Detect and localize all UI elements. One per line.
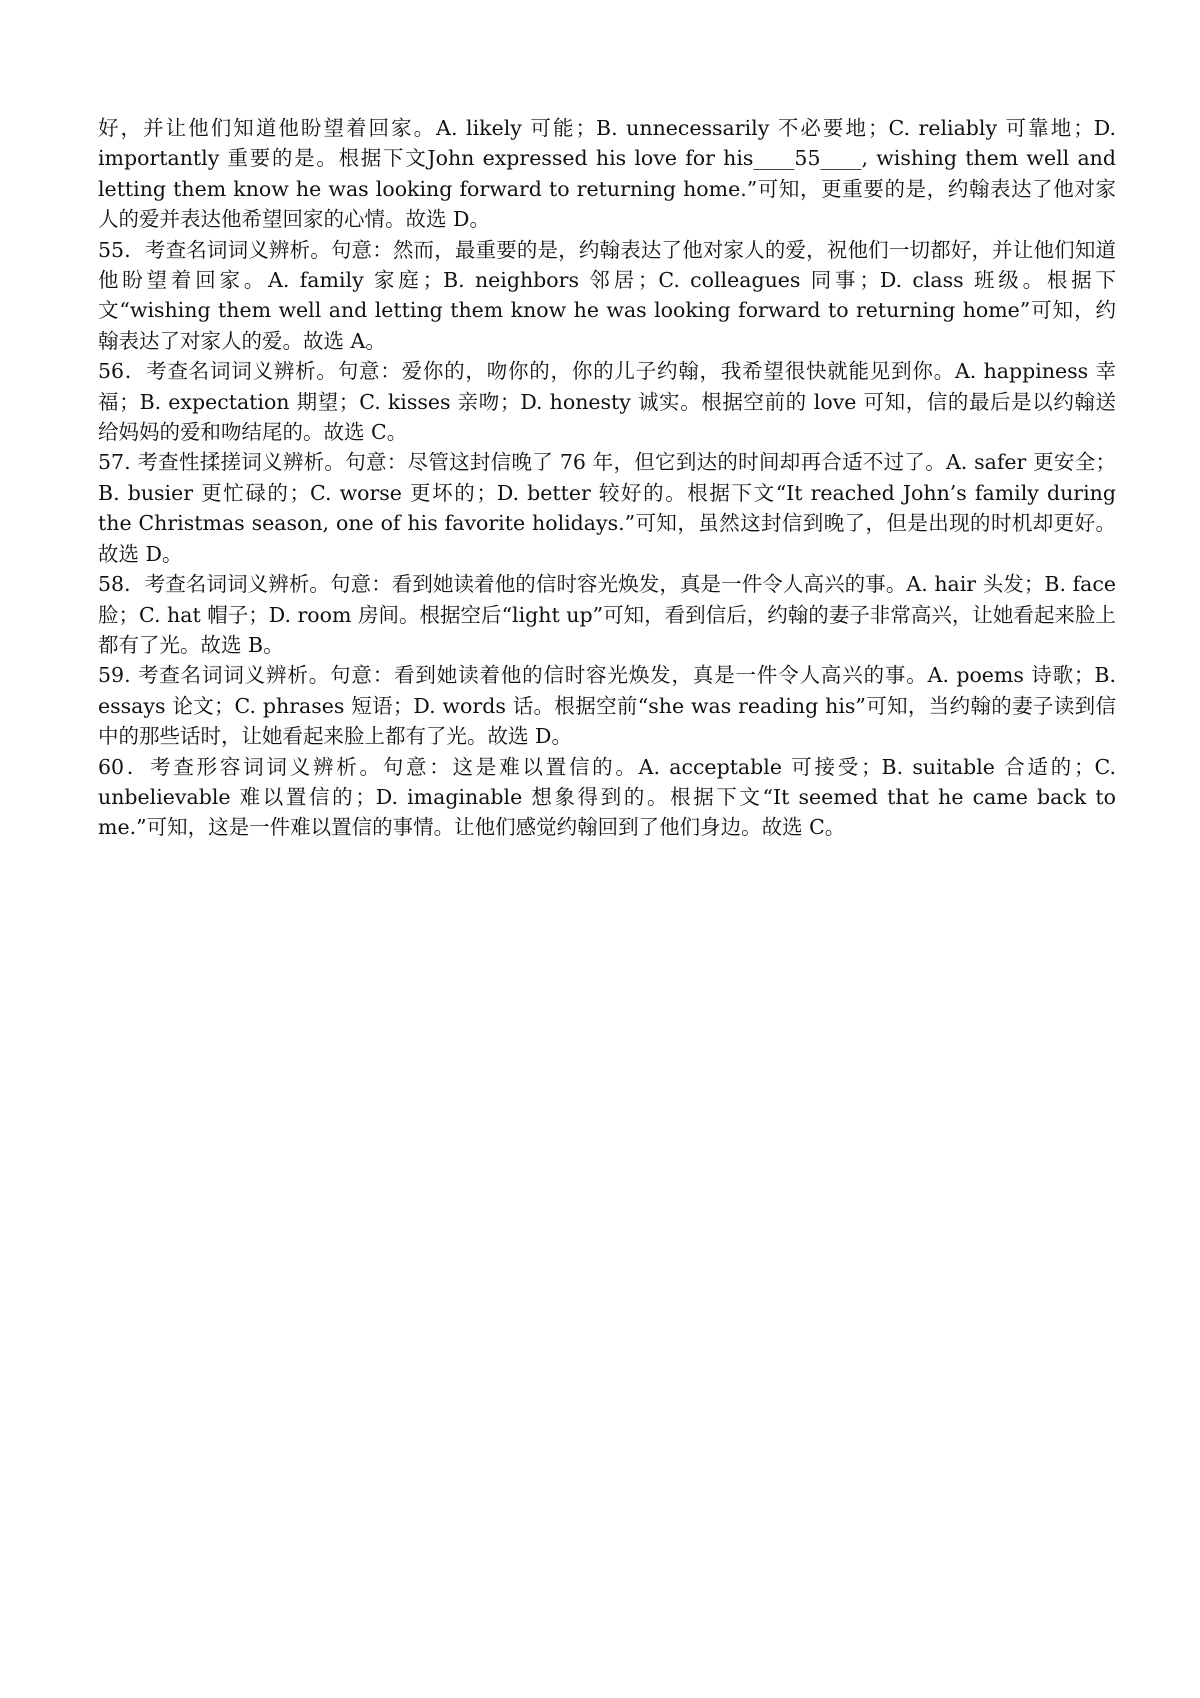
explanation-54-continued: 好，并让他们知道他盼望着回家。A. likely 可能；B. unnecessarily 不必要地；C. reliably 可靠地；D. importantly 重要的是。根据下文John expressed his love for his____55____, wishing them well and letting them know he was looking forward to returning home.”可知，更重要的是，约翰表达了他对家人的爱并表达他希望回家的心情。故选 D。 [98, 116, 1116, 232]
explanation-60: 60．考查形容词词义辨析。句意：这是难以置信的。A. acceptable 可接受；B. suitable 合适的；C. unbelievable 难以置信的；D. imaginable 想象得到的。根据下文“It seemed that he came back to me.”可知，这是一件难以置信的事情。让他们感觉约翰回到了他们身边。故选 C。 [98, 754, 1116, 840]
explanation-58: 58．考查名词词义辨析。句意：看到她读着他的信时容光焕发，真是一件令人高兴的事。A. hair 头发；B. face 脸；C. hat 帽子；D. room 房间。根据空后“light up”可知，看到信后，约翰的妻子非常高兴，让她看起来脸上都有了光。故选 B。 [98, 572, 1116, 657]
answer-explanations [98, 113, 1116, 843]
explanation-57: 57. 考查性揉搓词义辨析。句意：尽管这封信晚了 76 年，但它到达的时间却再合适不过了。A. safer 更安全；B. busier 更忙碌的；C. worse 更坏的；D. better 较好的。根据下文“It reached John’s family during the Christmas season, one of his favorite holidays.”可知，虽然这封信到晚了，但是出现的时机却更好。故选 D。 [98, 450, 1116, 566]
explanation-55: 55．考查名词词义辨析。句意：然而，最重要的是，约翰表达了他对家人的爱，祝他们一切都好，并让他们知道他盼望着回家。A. family 家庭；B. neighbors 邻居；C. colleagues 同事；D. class 班级。根据下文“wishing them well and letting them know he was looking forward to returning home”可知，约翰表达了对家人的爱。故选 A。 [98, 237, 1116, 353]
explanation-56: 56．考查名词词义辨析。句意：爱你的，吻你的，你的儿子约翰，我希望很快就能见到你。A. happiness 幸福；B. expectation 期望；C. kisses 亲吻；D. honesty 诚实。根据空前的 love 可知，信的最后是以约翰送给妈妈的爱和吻结尾的。故选 C。 [98, 359, 1116, 445]
explanation-59: 59. 考查名词词义辨析。句意：看到她读着他的信时容光焕发，真是一件令人高兴的事。A. poems 诗歌；B. essays 论文；C. phrases 短语；D. words 话。根据空前“she was reading his”可知，当约翰的妻子读到信中的那些话时，让她看起来脸上都有了光。故选 D。 [98, 663, 1116, 749]
